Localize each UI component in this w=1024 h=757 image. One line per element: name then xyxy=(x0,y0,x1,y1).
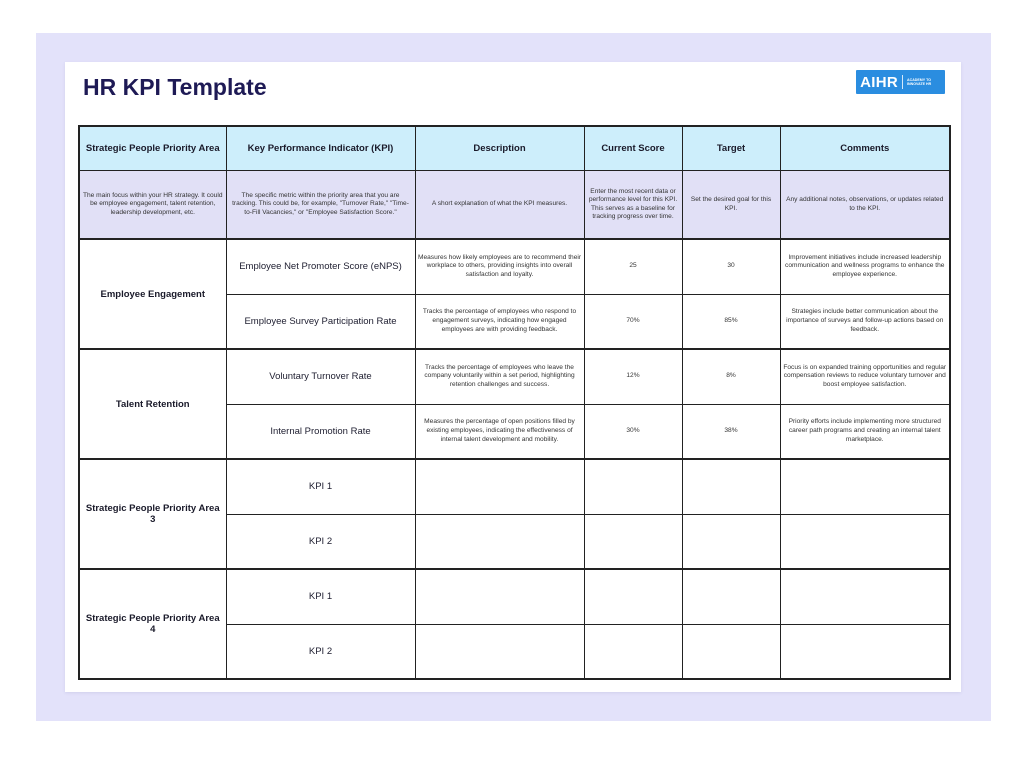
target-cell: 8% xyxy=(682,349,780,404)
guidance-comments: Any additional notes, observations, or updates related to the KPI. xyxy=(780,171,950,240)
logo-tagline: ACADEMY TO INNOVATE HR xyxy=(907,77,932,86)
target-cell xyxy=(682,569,780,624)
priority-area-cell: Strategic People Priority Area 3 xyxy=(79,459,226,569)
kpi-table xyxy=(78,125,951,680)
kpi-description-cell: Measures the percentage of open positions filled by existing employees, indicating the effectiveness of internal talent development and mobility. xyxy=(415,404,584,459)
header-current-score: Current Score xyxy=(584,126,682,171)
guidance-description: A short explanation of what the KPI measures. xyxy=(415,171,584,240)
target-cell xyxy=(682,459,780,514)
kpi-description-cell xyxy=(415,569,584,624)
guidance-kpi: The specific metric within the priority area that you are tracking. This could be, for example, "Turnover Rate," "Time-to-Fill Vacancies," or "Employee Satisfaction Score." xyxy=(226,171,415,240)
priority-area-cell: Strategic People Priority Area 4 xyxy=(79,569,226,679)
header-description: Description xyxy=(415,126,584,171)
current-score-cell xyxy=(584,569,682,624)
target-cell xyxy=(682,624,780,679)
logo-mark: AIHR xyxy=(860,73,898,91)
guidance-row xyxy=(79,171,950,240)
kpi-name-cell: KPI 1 xyxy=(226,459,415,514)
comments-cell xyxy=(780,459,950,514)
target-cell: 38% xyxy=(682,404,780,459)
target-cell: 30 xyxy=(682,239,780,294)
guidance-priority-area: The main focus within your HR strategy. It could be employee engagement, talent retention, leadership development, etc. xyxy=(79,171,226,240)
target-cell xyxy=(682,514,780,569)
current-score-cell xyxy=(584,514,682,569)
kpi-name-cell: Employee Survey Participation Rate xyxy=(226,294,415,349)
kpi-description-cell xyxy=(415,459,584,514)
table-row xyxy=(79,239,950,294)
aihr-logo xyxy=(856,70,945,94)
kpi-name-cell: Employee Net Promoter Score (eNPS) xyxy=(226,239,415,294)
kpi-description-cell xyxy=(415,514,584,569)
logo-divider xyxy=(902,75,903,89)
current-score-cell: 12% xyxy=(584,349,682,404)
guidance-current-score: Enter the most recent data or performance level for this KPI. This serves as a baseline for tracking progress over time. xyxy=(584,171,682,240)
kpi-name-cell: Voluntary Turnover Rate xyxy=(226,349,415,404)
kpi-name-cell: KPI 2 xyxy=(226,514,415,569)
header-row xyxy=(79,126,950,171)
guidance-target: Set the desired goal for this KPI. xyxy=(682,171,780,240)
kpi-description-cell: Tracks the percentage of employees who respond to engagement surveys, indicating how engaged employees are with providing feedback. xyxy=(415,294,584,349)
page-title: HR KPI Template xyxy=(83,74,267,100)
header-comments: Comments xyxy=(780,126,950,171)
kpi-name-cell: KPI 2 xyxy=(226,624,415,679)
kpi-description-cell: Measures how likely employees are to recommend their workplace to others, providing insights into overall satisfaction and loyalty. xyxy=(415,239,584,294)
current-score-cell: 25 xyxy=(584,239,682,294)
comments-cell xyxy=(780,624,950,679)
table-row xyxy=(79,459,950,514)
comments-cell: Strategies include better communication about the importance of surveys and follow-up actions based on feedback. xyxy=(780,294,950,349)
comments-cell: Priority efforts include implementing more structured career path programs and creating an internal talent marketplace. xyxy=(780,404,950,459)
comments-cell: Improvement initiatives include increased leadership communication and wellness programs to enhance the employee experience. xyxy=(780,239,950,294)
header-kpi: Key Performance Indicator (KPI) xyxy=(226,126,415,171)
comments-cell xyxy=(780,514,950,569)
kpi-description-cell: Tracks the percentage of employees who leave the company voluntarily within a set period, highlighting retention challenges and success. xyxy=(415,349,584,404)
kpi-name-cell: KPI 1 xyxy=(226,569,415,624)
priority-area-cell: Employee Engagement xyxy=(79,239,226,349)
kpi-description-cell xyxy=(415,624,584,679)
priority-area-cell: Talent Retention xyxy=(79,349,226,459)
current-score-cell: 70% xyxy=(584,294,682,349)
kpi-name-cell: Internal Promotion Rate xyxy=(226,404,415,459)
header-target: Target xyxy=(682,126,780,171)
comments-cell xyxy=(780,569,950,624)
comments-cell: Focus is on expanded training opportunities and regular compensation reviews to reduce voluntary turnover and boost employee satisfaction. xyxy=(780,349,950,404)
current-score-cell: 30% xyxy=(584,404,682,459)
target-cell: 85% xyxy=(682,294,780,349)
table-row xyxy=(79,349,950,404)
document-sheet xyxy=(65,62,961,692)
current-score-cell xyxy=(584,459,682,514)
header-priority-area: Strategic People Priority Area xyxy=(79,126,226,171)
current-score-cell xyxy=(584,624,682,679)
table-row xyxy=(79,569,950,624)
